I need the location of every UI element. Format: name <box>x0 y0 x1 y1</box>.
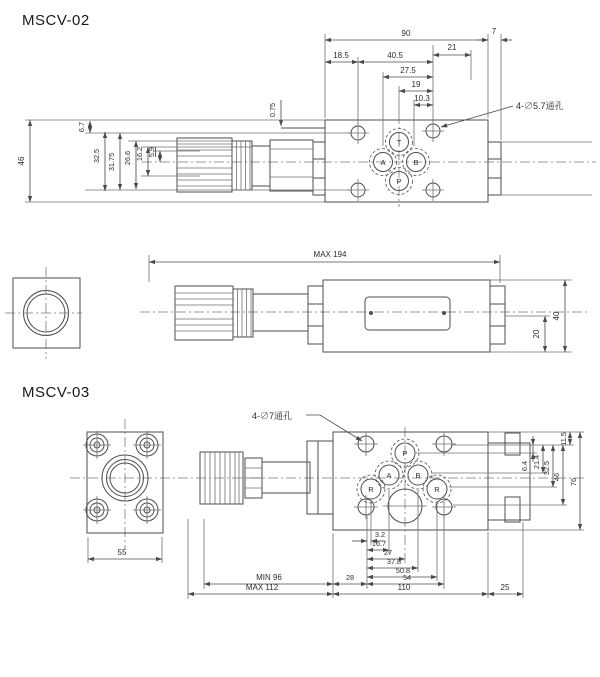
nameplate <box>365 297 450 330</box>
mscv03-callout-text: 4-∅7通孔 <box>252 411 293 421</box>
dim-26-6: 26.6 <box>123 150 132 166</box>
side-view-drawing <box>5 250 588 359</box>
dim-21: 21 <box>447 43 457 52</box>
mscv02-callout-text: 4-∅5.7通孔 <box>516 101 564 111</box>
port-r1-label: R <box>368 485 374 494</box>
dim-16-7: 16.7 <box>371 539 387 548</box>
dim-10-3: 10.3 <box>414 94 430 103</box>
port-p3-label: P <box>402 449 408 458</box>
dim-max-194: MAX 194 <box>313 250 347 259</box>
dim-32-5b: 32.5 <box>542 460 551 476</box>
dim-55: 55 <box>117 548 127 557</box>
sideview-end-view <box>5 267 82 359</box>
port-b3-label: B <box>415 471 421 480</box>
dim-0-75: 0.75 <box>268 102 277 118</box>
mscv02-mounting-holes <box>347 120 444 201</box>
dim-31-75: 31.75 <box>107 152 116 172</box>
sideview-body <box>308 280 505 352</box>
dim-11-5: 11.5 <box>559 432 568 446</box>
dim-110: 110 <box>397 583 411 592</box>
port-b-label: B <box>413 158 419 167</box>
port-p-label: P <box>396 177 402 186</box>
mscv03-drawing <box>22 384 584 599</box>
dim-40-5: 40.5 <box>387 51 403 60</box>
mscv03-right-dimensions <box>416 432 584 530</box>
dim-32-5: 32.5 <box>92 148 101 164</box>
mscv02-callout <box>441 100 564 127</box>
dim-25: 25 <box>500 583 510 592</box>
mscv02-left-dimensions <box>17 120 350 202</box>
mscv02-drawing <box>17 12 596 207</box>
dim-27-5: 27.5 <box>400 66 416 75</box>
dim-90: 90 <box>401 29 411 38</box>
sideview-dimensions <box>149 250 572 352</box>
mscv02-title: MSCV-02 <box>22 12 90 29</box>
mscv02-adjust-knob <box>177 128 325 192</box>
dim-50-8: 50.8 <box>395 566 411 575</box>
mscv02-ports <box>370 129 430 195</box>
mscv03-title: MSCV-03 <box>22 384 90 401</box>
dim-76: 76 <box>569 477 578 487</box>
port-t-label: T <box>396 138 402 147</box>
sideview-knob <box>175 286 308 340</box>
port-a3-label: A <box>386 471 392 480</box>
dim-3-2: 3.2 <box>374 530 386 539</box>
dim-min-96: MIN 96 <box>256 573 282 582</box>
dim-5-9: 5.9 <box>147 146 156 158</box>
dim-18-5: 18.5 <box>333 51 349 60</box>
dim-46: 46 <box>17 156 26 166</box>
dim-27: 27 <box>383 548 393 557</box>
dim-54: 54 <box>402 573 412 582</box>
mscv03-end-view <box>83 431 163 563</box>
dim-max-112: MAX 112 <box>245 583 279 592</box>
dim-16-2: 16.2 <box>135 146 144 162</box>
port-r2-label: R <box>434 485 440 494</box>
dim-28: 28 <box>345 573 355 582</box>
mscv03-adjust-knob <box>200 441 333 514</box>
dim-7: 7 <box>491 27 497 36</box>
mscv03-bottom-dimensions <box>188 490 523 599</box>
dim-46b: 46 <box>552 472 561 482</box>
dim-20: 20 <box>532 329 541 339</box>
dim-37-8: 37.8 <box>386 557 402 566</box>
port-a-label: A <box>380 158 386 167</box>
dim-6-7: 6.7 <box>77 121 86 133</box>
mscv03-callout <box>252 410 362 441</box>
dim-19: 19 <box>411 80 421 89</box>
dim-6-4: 6.4 <box>520 460 529 472</box>
dim-40: 40 <box>552 311 561 321</box>
dim-21-4: 21.4 <box>532 454 541 470</box>
